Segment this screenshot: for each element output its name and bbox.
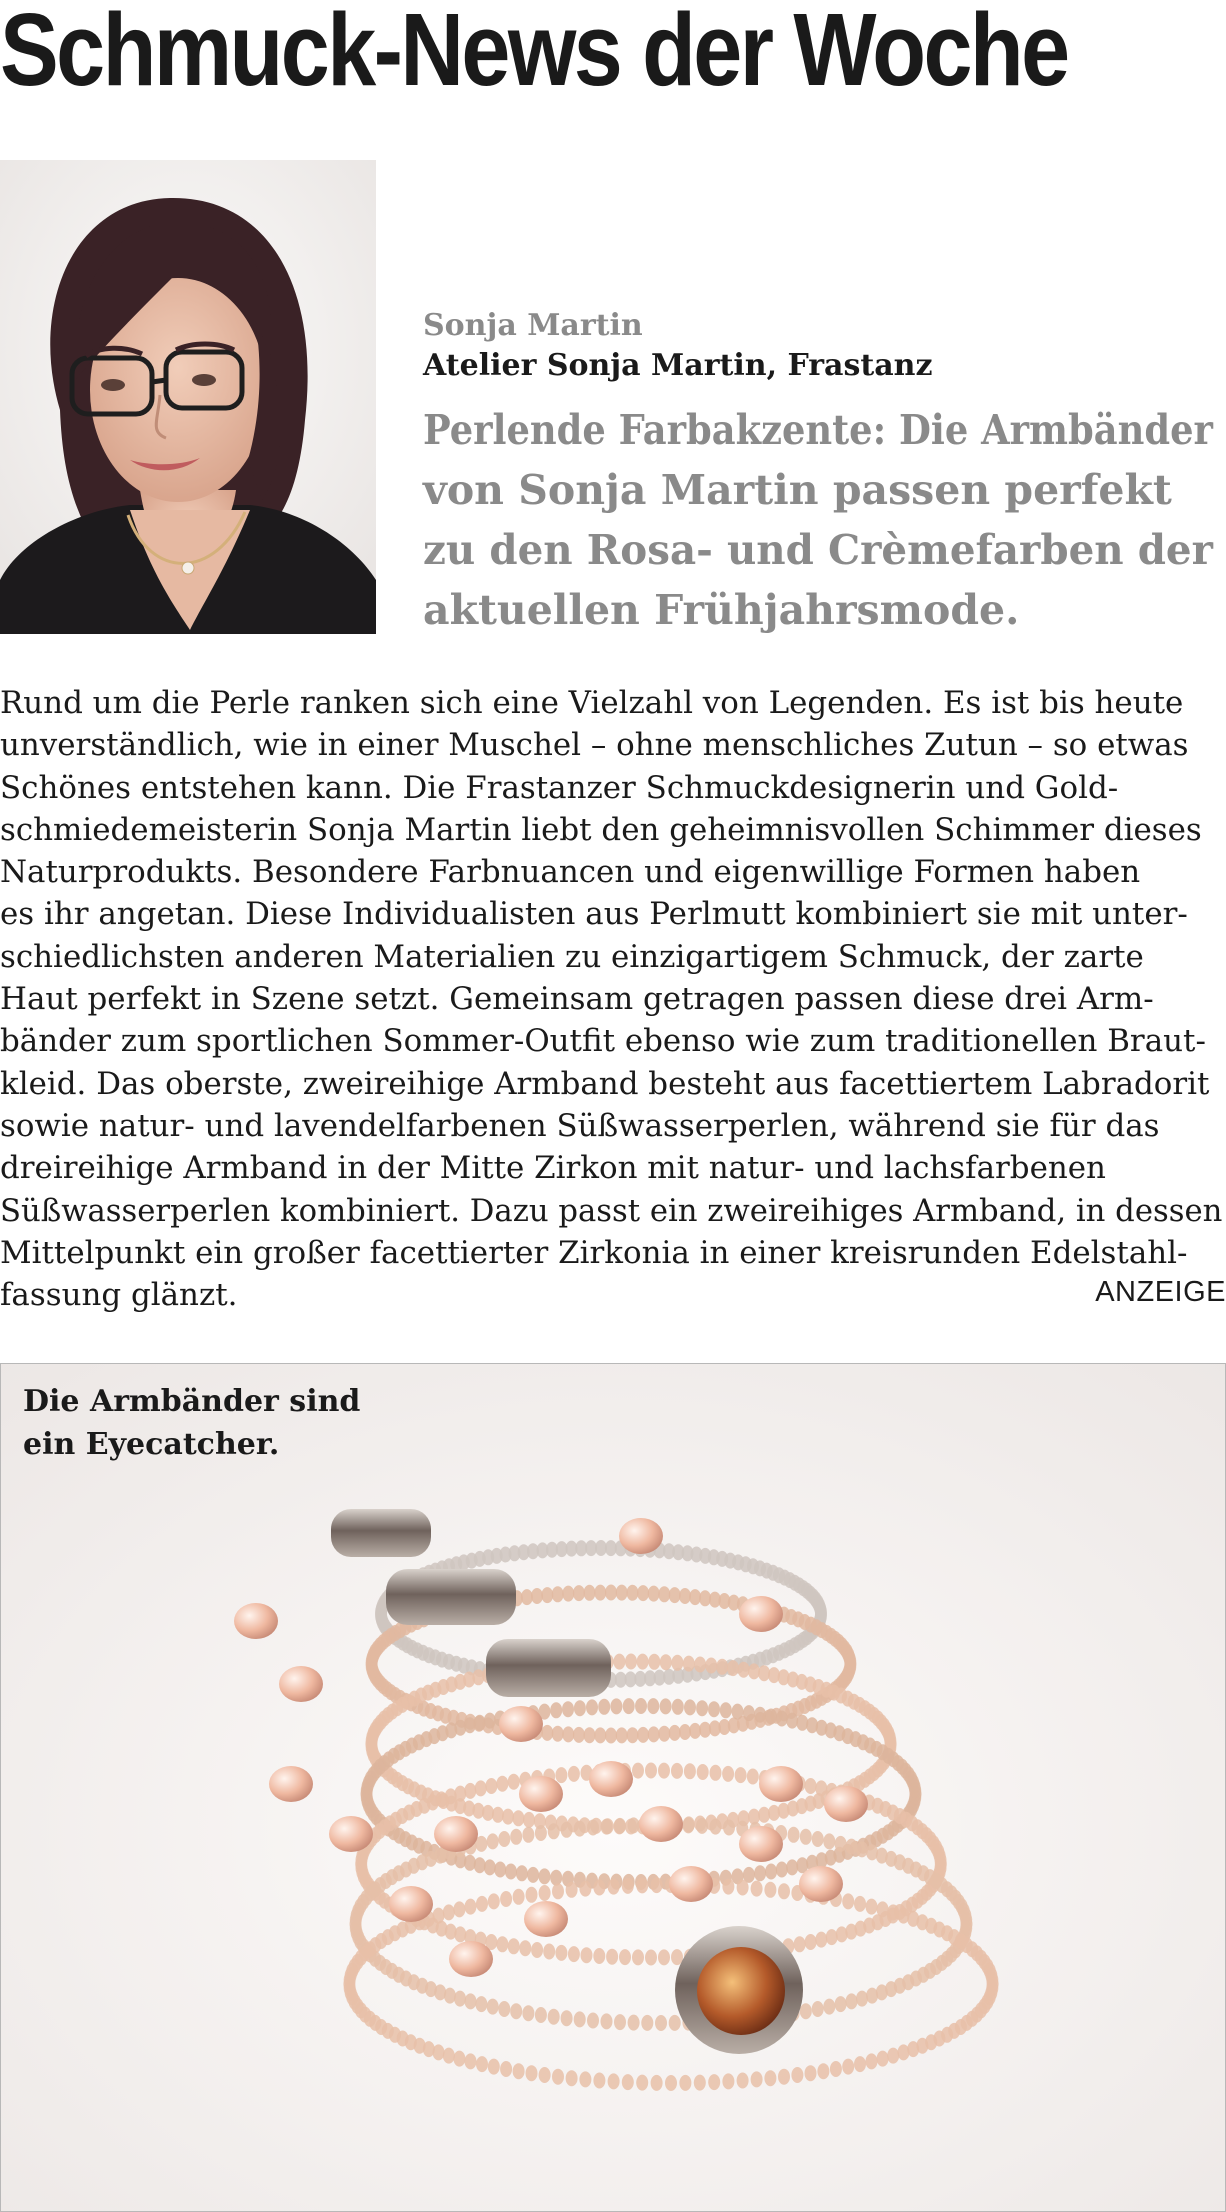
pearl [619, 1518, 663, 1554]
bead [496, 1776, 508, 1792]
bead [513, 1889, 525, 1905]
bead [846, 1993, 858, 2009]
bead [817, 2063, 829, 2079]
pearl [759, 1766, 803, 1802]
bead [658, 1726, 670, 1742]
pearl [434, 1816, 478, 1852]
body-line: schiedlichsten anderen Materialien zu einzigartigem Schmuck, der zarte [0, 938, 1144, 975]
bead [584, 1585, 596, 1601]
bead [579, 2071, 591, 2087]
bead [694, 1657, 706, 1673]
bead [647, 1698, 659, 1714]
author-name: Sonja Martin [423, 308, 643, 343]
bead [648, 1654, 660, 1670]
bead [616, 1585, 628, 1601]
bead [935, 1852, 947, 1868]
bead [754, 1865, 766, 1881]
bead [887, 1904, 899, 1920]
bead [856, 1841, 868, 1857]
body-line: Süßwasserperlen kombiniert. Dazu passt ein zweireihiges Armband, in dessen [0, 1192, 1223, 1229]
bead [764, 1882, 776, 1898]
body-line: dreireihige Armband in der Mitte Zirkon mit natur- und lachsfarbenen [0, 1150, 1106, 1187]
bead [628, 2015, 640, 2031]
body-line: fassung glänzt. [0, 1277, 238, 1314]
bead [743, 1705, 755, 1721]
bead [751, 1881, 763, 1897]
bead [539, 2067, 551, 2083]
bead [608, 1879, 620, 1895]
bead [823, 1999, 835, 2015]
bead [679, 1724, 691, 1740]
bead [561, 2010, 573, 2026]
bead [658, 1763, 670, 1779]
bead [764, 2070, 776, 2086]
bead [722, 1766, 734, 1782]
bead [727, 1660, 739, 1676]
pearl [234, 1603, 278, 1639]
bead [522, 2005, 534, 2021]
body-line: Schönes entstehen kann. Die Frastanzer Schmuckdesignerin und Gold- [0, 769, 1119, 806]
bead [683, 1656, 695, 1672]
bead [594, 1727, 606, 1743]
bead [535, 2007, 547, 2023]
bead [627, 1727, 639, 1743]
bead [526, 1887, 538, 1903]
bead [581, 1947, 593, 1963]
bead [527, 1867, 539, 1883]
bead [593, 1948, 605, 1964]
bead [671, 1763, 683, 1779]
pearl [524, 1901, 568, 1937]
bead [877, 1901, 889, 1917]
lead-line: aktuellen Frühjahrsmode. [423, 586, 1020, 634]
bead [614, 2014, 626, 2030]
bead [684, 1699, 696, 1715]
bead [548, 2009, 560, 2025]
bead [587, 1820, 599, 1836]
bead [836, 1926, 848, 1942]
bead [815, 1780, 827, 1796]
bead [751, 2071, 763, 2087]
bead [476, 2056, 488, 2072]
bead [637, 1654, 649, 1670]
bead [665, 2075, 677, 2091]
pearl [519, 1776, 563, 1812]
bead [555, 1945, 567, 1961]
bead [842, 2059, 854, 2075]
bead [550, 1702, 562, 1718]
body-line: kleid. Das oberste, zweireihige Armband besteht aus facettiertem Labradorit [0, 1065, 1210, 1102]
bead [552, 1726, 564, 1742]
bead [708, 2074, 720, 2090]
pearl [739, 1826, 783, 1862]
bead [552, 2069, 564, 2085]
bead [464, 1783, 476, 1799]
pearl [269, 1766, 313, 1802]
lead-line: zu den Rosa- und Crèmefarben der [423, 526, 1213, 574]
bead [510, 1829, 522, 1845]
bead [433, 1908, 445, 1924]
bead [669, 1725, 681, 1741]
bead [453, 1901, 465, 1917]
bead [562, 1701, 574, 1717]
bead [671, 1655, 683, 1671]
bead [605, 1728, 617, 1744]
bead [561, 1822, 573, 1838]
bead [523, 1812, 535, 1828]
bead [454, 1786, 466, 1802]
bead [648, 1726, 660, 1742]
lead-line: Perlende Farbakzente: Die Armbänder [423, 406, 1213, 454]
bead [786, 1713, 798, 1729]
bead [516, 1865, 528, 1881]
bead [655, 2015, 667, 2031]
bead [788, 1827, 800, 1843]
bead [800, 1829, 812, 1845]
bead [535, 1825, 547, 1841]
bead [622, 2074, 634, 2090]
byline [423, 306, 1213, 640]
bead [805, 1778, 817, 1794]
bead [835, 1996, 847, 2012]
bead [484, 1859, 496, 1875]
bead [619, 1949, 631, 1965]
body-line: Rund um die Perle ranken sich eine Vielzahl von Legenden. Es ist bis heute [0, 685, 1184, 721]
bead [541, 1725, 553, 1741]
portrait-photo [0, 160, 376, 634]
bead [823, 1833, 835, 1849]
bead [632, 1949, 644, 1965]
bead [854, 1896, 866, 1912]
bead [625, 1654, 637, 1670]
bead [510, 2003, 522, 2019]
bead [498, 2001, 510, 2017]
bead [601, 1819, 613, 1835]
bead [877, 2051, 889, 2067]
bead [844, 1653, 856, 1669]
bead [791, 2067, 803, 2083]
bead [866, 2053, 878, 2069]
bead [539, 1868, 551, 1884]
bead [500, 2061, 512, 2077]
bead [778, 2069, 790, 2085]
bead [842, 1893, 854, 1909]
bead [694, 2075, 706, 2091]
pearl [329, 1816, 373, 1852]
bead [513, 2063, 525, 2079]
bead [794, 1936, 806, 1952]
bead [574, 1700, 586, 1716]
lead-line: von Sonja Martin passen perfekt [423, 466, 1172, 514]
bead [505, 1864, 517, 1880]
bead [830, 2061, 842, 2077]
bead [562, 1726, 574, 1742]
bead [496, 1936, 508, 1952]
bead [613, 1654, 625, 1670]
bead [669, 1587, 681, 1603]
bead [443, 1904, 455, 1920]
bead [614, 1818, 626, 1834]
bead [566, 1882, 578, 1898]
bead [443, 2048, 455, 2064]
bead [526, 2065, 538, 2081]
caption-line: Die Armbänder sind [23, 1384, 361, 1419]
bead [593, 1880, 605, 1896]
bead [488, 2059, 500, 2075]
bead [648, 1586, 660, 1602]
bead [778, 1883, 790, 1899]
bead [800, 2003, 812, 2019]
bead [500, 1891, 512, 1907]
bead [776, 1711, 788, 1727]
article-body [0, 682, 1226, 1316]
caption-line: ein Eyecatcher. [23, 1427, 280, 1462]
bead [573, 1727, 585, 1743]
bead [637, 1727, 649, 1743]
bead [543, 1944, 555, 1960]
bead [815, 1603, 827, 1619]
bead [601, 2013, 613, 2029]
bead [465, 1899, 477, 1915]
body-line: sowie natur- und lavendelfarbenen Süßwasserperlen, während sie für das [0, 1107, 1160, 1144]
bead [765, 1864, 777, 1880]
bead [722, 2073, 734, 2089]
bead [776, 1862, 788, 1878]
bead [487, 1833, 499, 1849]
photo-caption [23, 1380, 360, 1466]
bead [748, 1663, 760, 1679]
bead [898, 2044, 910, 2060]
bead [697, 1764, 709, 1780]
bead [512, 1810, 524, 1826]
bead [574, 1821, 586, 1837]
bead [502, 1809, 514, 1825]
bead [636, 1877, 648, 1893]
bead [645, 1950, 657, 1966]
body-line: Haut perfekt in Szene setzt. Gemeinsam getragen passen diese drei Arm- [0, 981, 1154, 1018]
bead [584, 1727, 596, 1743]
bead [854, 2056, 866, 2072]
bead [758, 1807, 770, 1823]
pearl [824, 1786, 868, 1822]
bead [738, 1662, 750, 1678]
bead [488, 1893, 500, 1909]
bead [519, 1940, 531, 1956]
bead [960, 1912, 972, 1928]
bead [720, 1702, 732, 1718]
bead [552, 1883, 564, 1899]
bead [645, 1763, 657, 1779]
bead [812, 1831, 824, 1847]
bead [696, 1700, 708, 1716]
bead [754, 1707, 766, 1723]
bead [805, 1934, 817, 1950]
bead [476, 1896, 488, 1912]
bead [522, 1827, 534, 1843]
bead [474, 1715, 486, 1731]
bead [637, 1585, 649, 1601]
bead [568, 1766, 580, 1782]
bead [453, 2051, 465, 2067]
body-line: Naturprodukts. Besondere Farbnuancen und eigenwillige Formen haben [0, 854, 1141, 891]
bead [465, 1993, 477, 2009]
bead [708, 1701, 720, 1717]
bead [475, 1780, 487, 1796]
bead [660, 1654, 672, 1670]
bead [635, 1698, 647, 1714]
body-line: es ihr angetan. Diese Individualisten aus Perlmutt kombiniert sie mit unter- [0, 896, 1188, 933]
bead [805, 2065, 817, 2081]
pearl [449, 1941, 493, 1977]
bead [641, 2015, 653, 2031]
bead [487, 1999, 499, 2015]
pearl [589, 1761, 633, 1797]
bead [812, 2001, 824, 2017]
bead [594, 1585, 606, 1601]
bead [627, 1585, 639, 1601]
bead [672, 1699, 684, 1715]
bead [636, 2075, 648, 2091]
bead [628, 1817, 640, 1833]
bead [651, 2075, 663, 2091]
bead [454, 1991, 466, 2007]
bead [684, 1763, 696, 1779]
bead [986, 1972, 998, 1988]
bead [494, 1862, 506, 1878]
bead [682, 1817, 694, 1833]
product-photo-box [0, 1363, 1226, 2212]
bead [579, 1881, 591, 1897]
bead [732, 1704, 744, 1720]
bead [605, 1585, 617, 1601]
bead [508, 1938, 520, 1954]
bead [475, 1996, 487, 2012]
pearl [499, 1706, 543, 1742]
zirconia-stone [697, 1947, 785, 2035]
bead [710, 1819, 722, 1835]
bead [722, 1879, 734, 1895]
bead [658, 1949, 670, 1965]
pearl [279, 1666, 323, 1702]
bead [866, 1899, 878, 1915]
bead [616, 1727, 628, 1743]
bead [465, 2053, 477, 2069]
bead [696, 1818, 708, 1834]
bead [562, 1586, 574, 1602]
bead [826, 1929, 838, 1945]
bead [610, 1698, 622, 1714]
bead [548, 1823, 560, 1839]
lead-text [423, 400, 1213, 640]
bead [846, 1839, 858, 1855]
bead [765, 1709, 777, 1725]
bead [566, 2070, 578, 2086]
bead [705, 1658, 717, 1674]
headline: Schmuck-News der Woche [0, 0, 1068, 107]
bead [887, 2048, 899, 2064]
bead [598, 1699, 610, 1715]
steel-bead [386, 1569, 516, 1625]
bead [586, 1699, 598, 1715]
bead [622, 1878, 634, 1894]
bead [555, 1767, 567, 1783]
bead [669, 2015, 681, 2031]
bead [815, 1932, 827, 1948]
bead [606, 1949, 618, 1965]
bead [632, 1763, 644, 1779]
bead [552, 1586, 564, 1602]
steel-bead [331, 1509, 431, 1557]
pearl [739, 1596, 783, 1632]
bead [574, 2011, 586, 2027]
bead [568, 1946, 580, 1962]
bead [856, 1991, 868, 2007]
bead [484, 1713, 496, 1729]
body-line: Mittelpunkt ein großer facettierter Zirkonia in einer kreisrunden Edelstahl- [0, 1234, 1188, 1271]
body-line: unverständlich, wie in einer Muschel – ohne menschliches Zutun – so etwas [0, 727, 1189, 764]
body-line: bänder zum sportlichen Sommer-Outfit ebenso wie zum traditionellen Braut- [0, 1023, 1206, 1060]
bead [623, 1698, 635, 1714]
bead [866, 1988, 878, 2004]
bead [723, 1820, 735, 1836]
author-portrait [0, 160, 376, 634]
bead [747, 1769, 759, 1785]
bead [573, 1585, 585, 1601]
bead [786, 1859, 798, 1875]
bead [737, 1880, 749, 1896]
bead [737, 2073, 749, 2089]
bead [651, 1877, 663, 1893]
pearl [639, 1806, 683, 1842]
bead [508, 1774, 520, 1790]
bead [485, 1778, 497, 1794]
bead [835, 1836, 847, 1852]
bead [541, 1587, 553, 1603]
bead [539, 1885, 551, 1901]
bead [531, 1588, 543, 1604]
bead [608, 2073, 620, 2089]
bracelet-photo [1, 1364, 1225, 2211]
bead [660, 1698, 672, 1714]
bead [735, 1767, 747, 1783]
bead [679, 2075, 691, 2091]
bead [909, 1782, 921, 1798]
pearl [669, 1866, 713, 1902]
bead [710, 1765, 722, 1781]
steel-bead [486, 1639, 611, 1697]
bead [550, 1870, 562, 1886]
pearl [389, 1886, 433, 1922]
bead [498, 1831, 510, 1847]
body-line: schmiedemeisterin Sonja Martin liebt den geheimnisvollen Schimmer dieses [0, 811, 1202, 848]
pearl [799, 1866, 843, 1902]
bead [587, 2013, 599, 2029]
bead [716, 1659, 728, 1675]
bead [531, 1942, 543, 1958]
ad-label: ANZEIGE [1095, 1276, 1226, 1308]
author-atelier: Atelier Sonja Martin, Frastanz [423, 348, 933, 383]
bead [593, 2073, 605, 2089]
bead [658, 1586, 670, 1602]
